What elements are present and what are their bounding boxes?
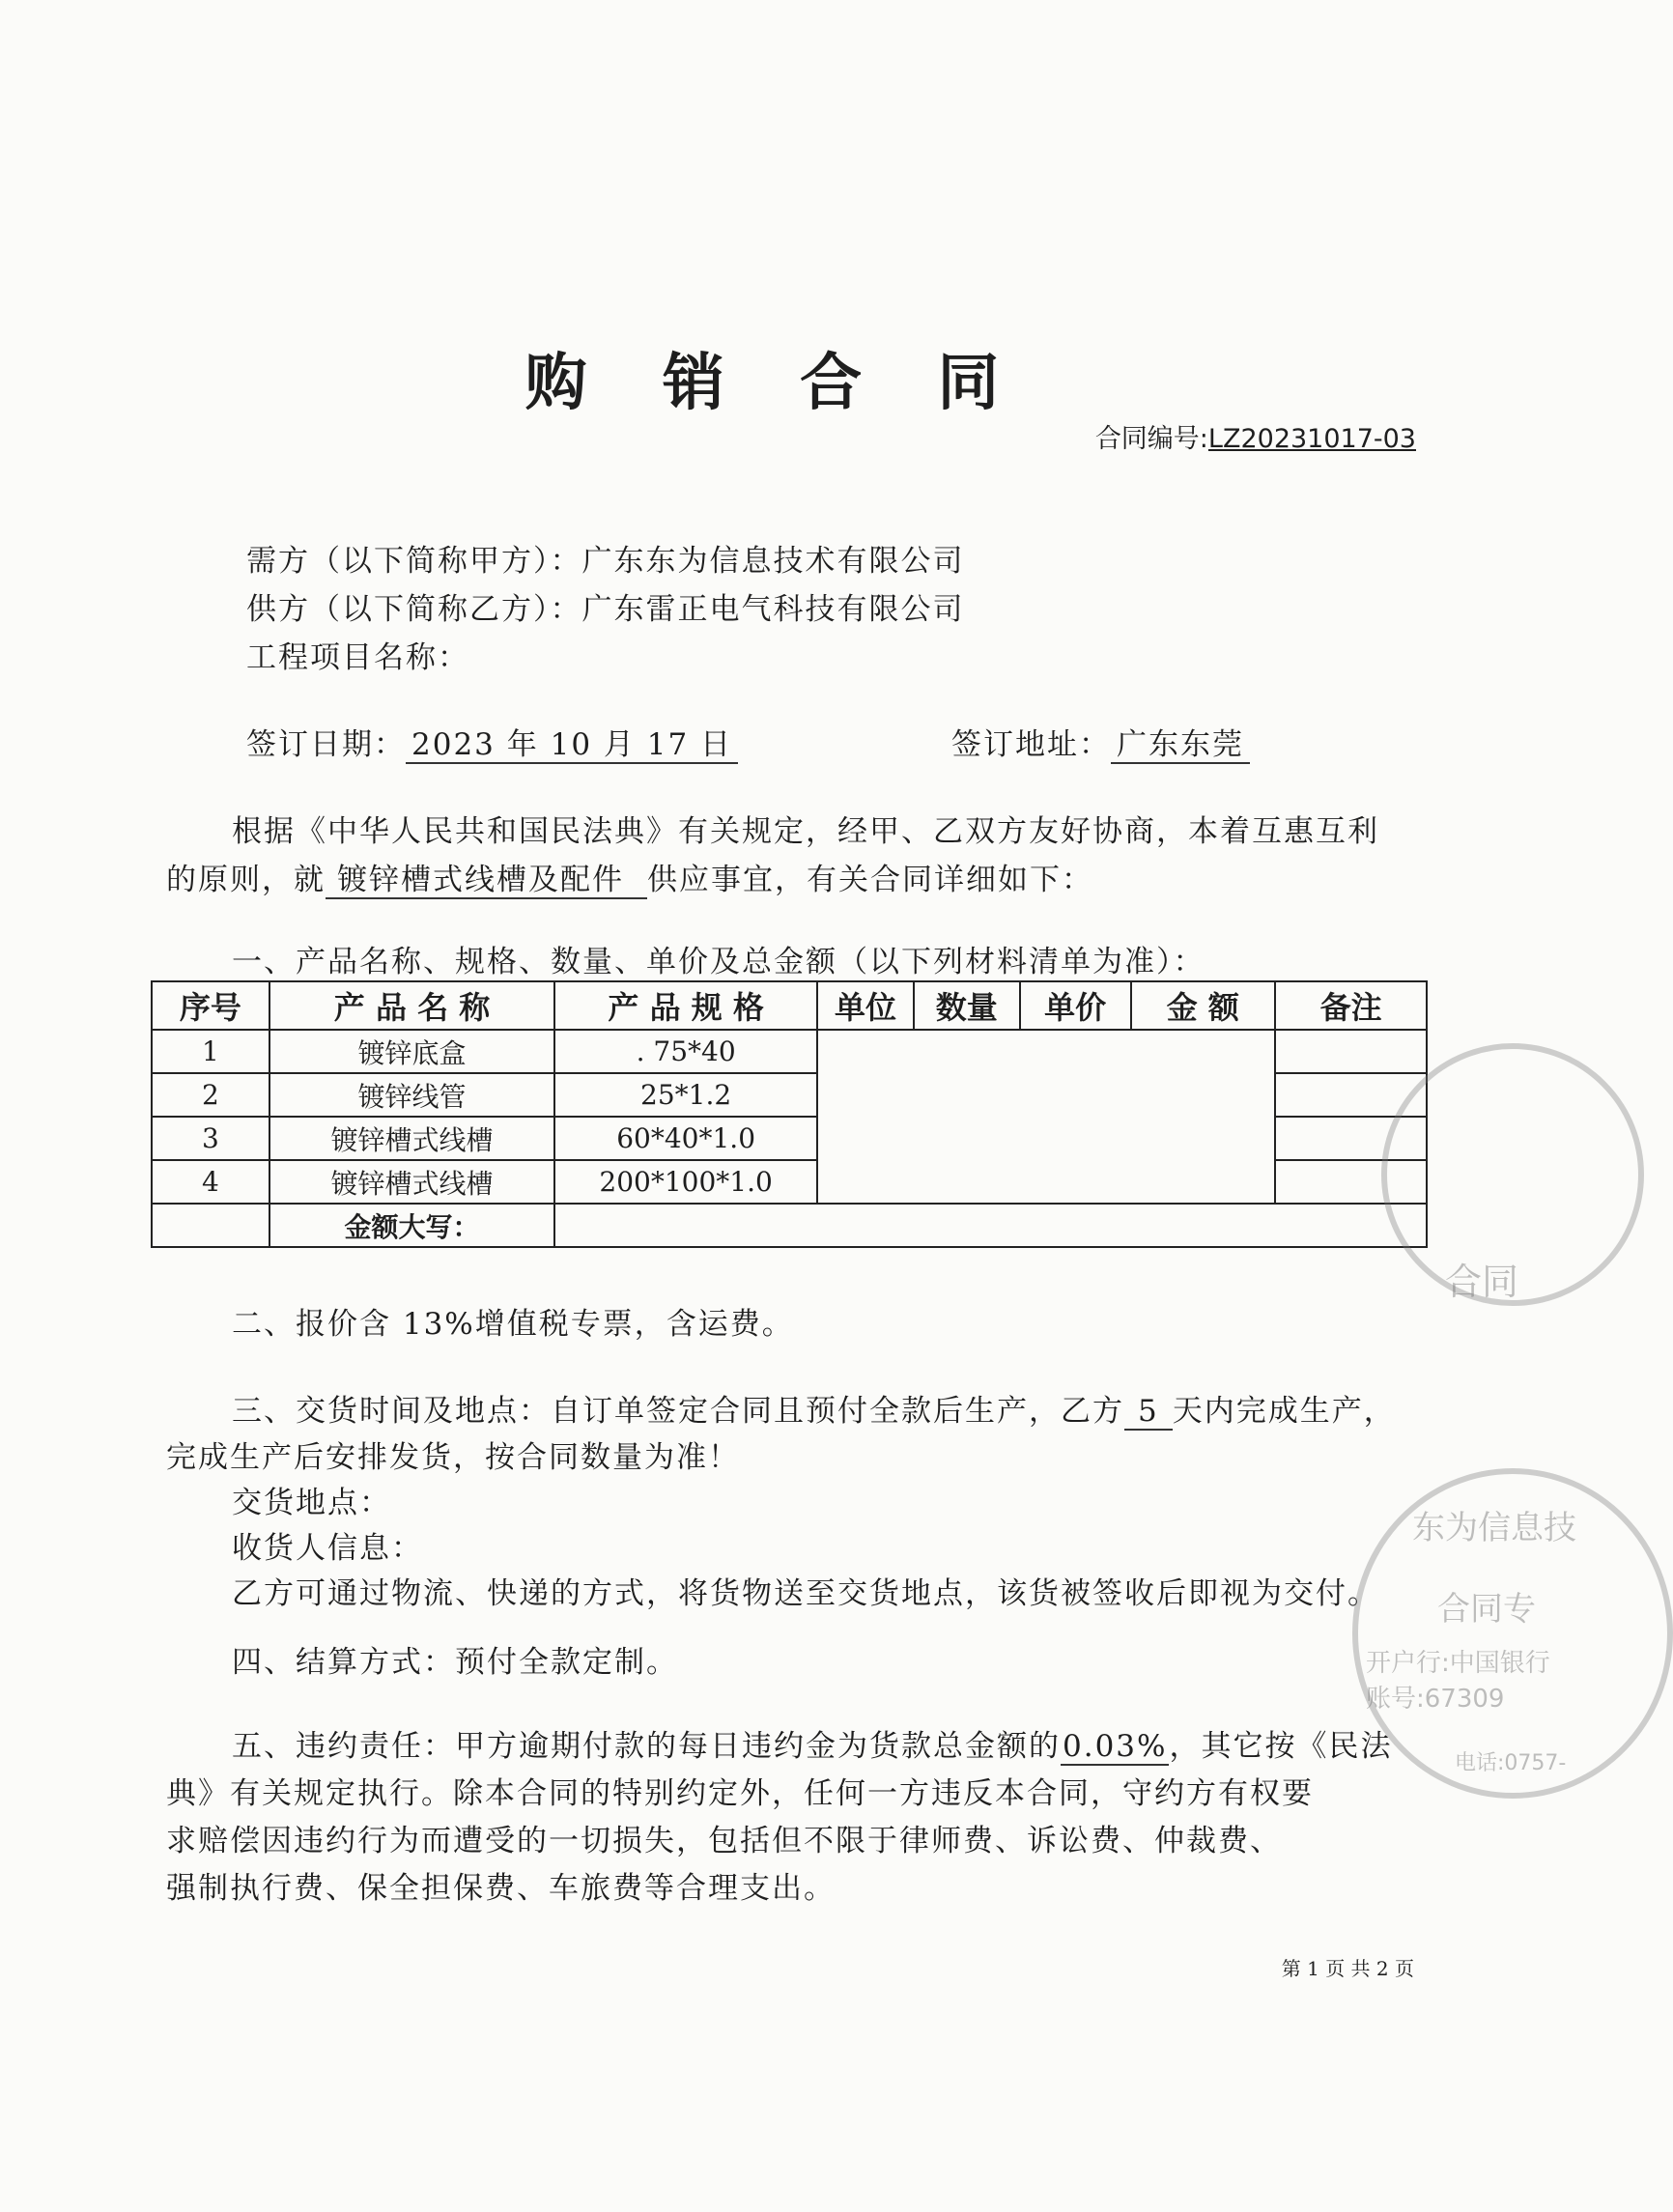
intro-product-item: 镀锌槽式线槽及配件	[326, 863, 647, 899]
intro-line-2-post: 供应事宜，有关合同详细如下：	[647, 863, 1093, 897]
header-cell: 单价	[1020, 981, 1131, 1030]
table-row	[152, 1030, 1427, 1073]
project-line: 工程项目名称：	[246, 640, 469, 675]
product-name: 镀锌槽式线槽	[269, 1160, 554, 1204]
product-spec: 25*1.2	[554, 1073, 817, 1117]
product-spec: 60*40*1.0	[554, 1117, 817, 1160]
row-number: 1	[152, 1030, 269, 1073]
section-3-line-1	[232, 1386, 1396, 1430]
section-2: 二、报价含 13%增值税专票，含运费。	[232, 1307, 794, 1342]
penalty-rate: 0.03%	[1063, 1729, 1168, 1764]
contract-number	[1095, 417, 1416, 455]
header-cell: 金 额	[1131, 981, 1276, 1030]
sign-date-value: 2023 年 10 月 17 日	[406, 727, 738, 764]
contract-number-value: LZ20231017-03	[1207, 424, 1416, 454]
header-cell: 单位	[817, 981, 914, 1030]
company-seal-1	[1381, 1043, 1644, 1306]
row-number: 2	[152, 1073, 269, 1117]
section-3-line-2: 完成生产后安排发货，按合同数量为准！	[166, 1440, 740, 1475]
delivery-days: 5	[1124, 1394, 1173, 1431]
seal-2-text-1: 东为信息技	[1412, 1509, 1576, 1547]
company-seal-2	[1352, 1468, 1673, 1799]
sign-place-value: 广东东莞	[1111, 727, 1250, 764]
section-5-line-1	[232, 1721, 1392, 1765]
sign-date	[246, 720, 738, 763]
receiver-info: 收货人信息：	[232, 1531, 423, 1566]
sign-place	[951, 720, 1250, 763]
intro-line-2	[166, 855, 1093, 898]
section-4: 四、结算方式：预付全款定制。	[232, 1645, 678, 1680]
seal-2-text-3: 开户行:中国银行	[1366, 1649, 1550, 1678]
intro-line-2-pre: 的原则，就	[166, 863, 326, 897]
section-5-line-3: 求赔偿因违约行为而遭受的一切损失，包括但不限于律师费、诉讼费、仲裁费、	[166, 1824, 1282, 1858]
product-spec: 200*100*1.0	[554, 1160, 817, 1204]
buyer-line: 需方（以下简称甲方）：广东东为信息技术有限公司	[246, 544, 965, 579]
product-spec: . 75*40	[554, 1030, 817, 1073]
seal-2-text-4: 账号:67309	[1366, 1685, 1505, 1714]
intro-line-1: 根据《中华人民共和国民法典》有关规定，经甲、乙双方友好协商，本着互惠互利	[232, 814, 1379, 849]
total-amount-value	[554, 1204, 1427, 1247]
blank-amount-area	[817, 1030, 1275, 1204]
header-cell: 产 品 规 格	[554, 981, 817, 1030]
sign-date-label: 签订日期：	[246, 727, 406, 762]
table-header-row	[152, 981, 1427, 1030]
product-name: 镀锌线管	[269, 1073, 554, 1117]
section-3-post: 天内完成生产，	[1172, 1394, 1396, 1429]
row-number: 4	[152, 1160, 269, 1204]
row-number: 3	[152, 1117, 269, 1160]
header-cell: 备注	[1275, 981, 1427, 1030]
product-name: 镀锌槽式线槽	[269, 1117, 554, 1160]
seal-2-text-5: 电话:0757-	[1455, 1751, 1567, 1775]
seal-1-text: 合同	[1445, 1261, 1519, 1303]
contract-title: 购 销 合 同	[525, 348, 1027, 419]
section-1-heading: 一、产品名称、规格、数量、单价及总金额（以下列材料清单为准）：	[232, 945, 1205, 979]
header-cell: 序号	[152, 981, 269, 1030]
section-3-pre: 三、交货时间及地点：自订单签定合同且预付全款后生产，乙方	[232, 1394, 1124, 1429]
contract-number-label: 合同编号:	[1094, 424, 1208, 454]
product-table	[151, 980, 1428, 1248]
section-5-line-4: 强制执行费、保全担保费、车旅费等合理支出。	[166, 1871, 836, 1906]
seal-2-text-2: 合同专	[1437, 1590, 1536, 1629]
page-footer: 第 1 页 共 2 页	[1281, 1957, 1414, 1980]
remark-cell	[1275, 1030, 1427, 1073]
section-3-line-5: 乙方可通过物流、快递的方式，将货物送至交货地点，该货被签收后即视为交付。	[232, 1576, 1379, 1611]
table-total-row	[152, 1204, 1427, 1247]
header-cell: 产 品 名 称	[269, 981, 554, 1030]
seller-line: 供方（以下简称乙方）：广东雷正电气科技有限公司	[246, 592, 965, 627]
total-blank	[152, 1204, 269, 1247]
section-5-line-2: 典》有关规定执行。除本合同的特别约定外，任何一方违反本合同，守约方有权要	[166, 1776, 1314, 1811]
delivery-place: 交货地点：	[232, 1486, 391, 1520]
header-cell: 数量	[914, 981, 1020, 1030]
section-5-pre: 五、违约责任：甲方逾期付款的每日违约金为货款总金额的	[232, 1729, 1061, 1764]
sign-place-label: 签订地址：	[951, 727, 1111, 762]
section-5-post: ，其它按《民法	[1169, 1729, 1393, 1764]
total-amount-label: 金额大写：	[269, 1204, 554, 1247]
product-name: 镀锌底盒	[269, 1030, 554, 1073]
